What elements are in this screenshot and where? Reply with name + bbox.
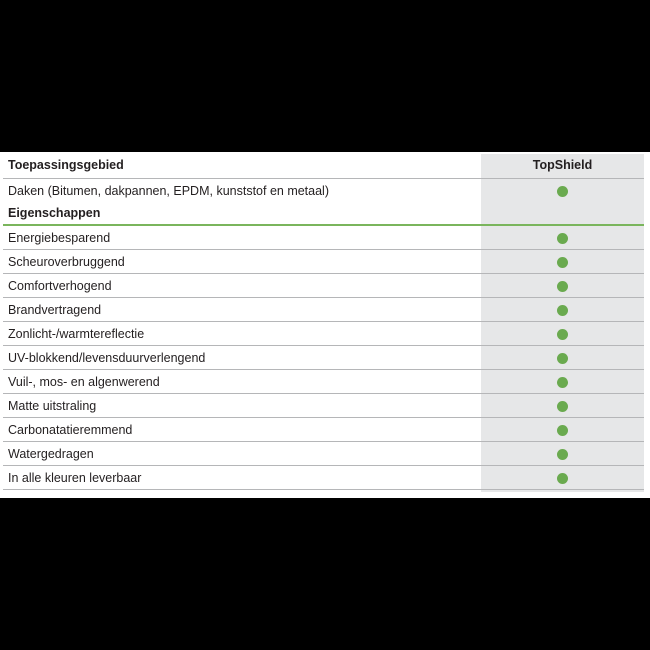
table-header-row [3,152,644,179]
table-row [3,370,644,394]
check-dot-icon [557,281,568,292]
property-label: Vuil-, mos- en algenwerend [3,370,481,394]
table-row [3,442,644,466]
table-row [3,346,644,370]
property-label: UV-blokkend/levensduurverlengend [3,346,481,370]
check-dot-icon [557,401,568,412]
table-row [3,418,644,442]
header-label: Toepassingsgebied [3,152,481,179]
check-dot-icon [557,425,568,436]
section-label: Eigenschappen [3,202,481,225]
table-row [3,225,644,250]
check-dot-icon [557,186,568,197]
table-row [3,250,644,274]
application-row [3,179,644,203]
properties-table [3,152,644,490]
property-label: Matte uitstraling [3,394,481,418]
property-label: Comfortverhogend [3,274,481,298]
property-label: In alle kleuren leverbaar [3,466,481,490]
section-header-row [3,202,644,225]
check-dot-icon [557,305,568,316]
check-dot-icon [557,377,568,388]
check-dot-icon [557,257,568,268]
property-label: Carbonatatieremmend [3,418,481,442]
property-label: Zonlicht-/warmtereflectie [3,322,481,346]
table-row [3,274,644,298]
check-dot-icon [557,449,568,460]
check-dot-icon [557,473,568,484]
property-label: Scheuroverbruggend [3,250,481,274]
property-label: Brandvertragend [3,298,481,322]
application-label: Daken (Bitumen, dakpannen, EPDM, kunststof en metaal) [8,183,329,198]
table-row [3,298,644,322]
table-row [3,394,644,418]
table-row [3,322,644,346]
property-label: Watergedragen [3,442,481,466]
check-dot-icon [557,233,568,244]
table-row [3,466,644,490]
property-label: Energiebesparend [3,225,481,250]
comparison-panel [0,152,650,498]
check-dot-icon [557,353,568,364]
check-dot-icon [557,329,568,340]
header-column-topshield: TopShield [481,152,644,179]
